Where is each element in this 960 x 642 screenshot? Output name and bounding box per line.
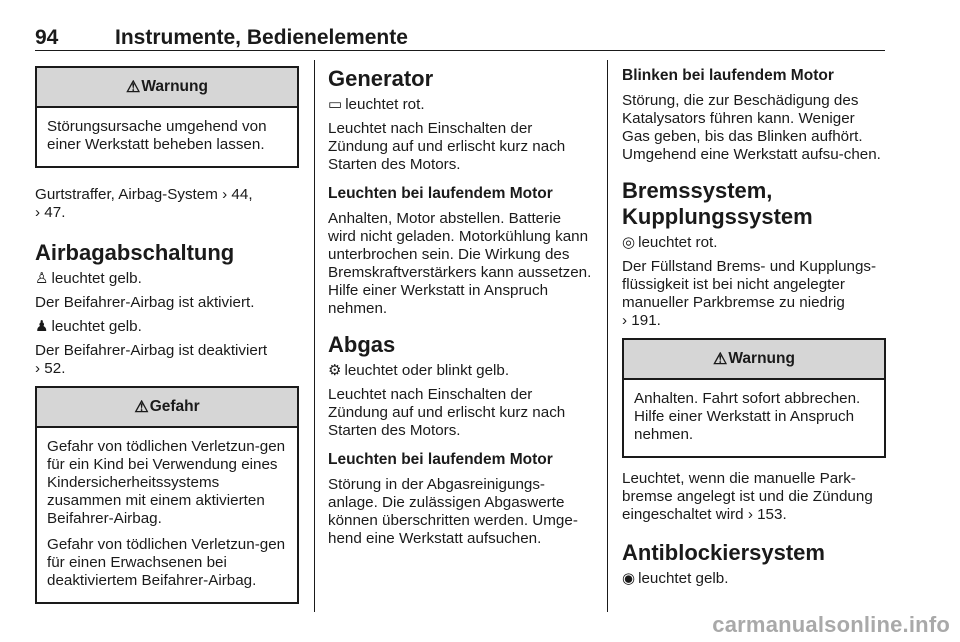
page-ref-link[interactable]: 52. [44, 360, 66, 377]
indicator-line: ◉ leuchtet gelb. [622, 570, 729, 587]
warning-box-header [624, 340, 884, 380]
airbag-on-icon: ♙ [35, 270, 49, 287]
abs-icon: ◉ [622, 570, 636, 587]
column-divider [314, 60, 315, 612]
section-heading: Airbagabschaltung [35, 240, 235, 265]
danger-box-title: Gefahr [149, 398, 200, 415]
cross-reference: Gurtstraffer, Airbag-System › 44, › 47. [35, 186, 253, 221]
section-heading: Abgas [328, 332, 396, 357]
warning-box-header [37, 68, 297, 108]
indicator-desc: Leuchtet, wenn die manuelle Park-bremse angelegt ist und die Zündung eingeschaltet wird › 153. [622, 470, 873, 523]
column-3 [622, 66, 886, 594]
indicator-line: ◎ leuchtet rot. [622, 234, 718, 251]
warning-box [622, 338, 886, 458]
indicator-line: ⚙ leuchtet oder blinkt gelb. [328, 362, 510, 379]
page-ref-arrow-icon: › [747, 506, 753, 523]
indicator-desc: Der Beifahrer-Airbag ist aktiviert. [35, 294, 255, 311]
section-heading: Generator [328, 66, 434, 91]
warning-triangle-icon: ⚠ [134, 399, 149, 416]
section-heading: Antiblockiersystem [622, 540, 825, 565]
subsection-heading: Blinken bei laufendem Motor [622, 67, 834, 84]
section-heading: Bremssystem, Kupplungssystem [622, 178, 813, 229]
warning-box-title: Warnung [141, 78, 208, 95]
page-number: 94 [35, 26, 59, 49]
danger-box-text: Gefahr von tödlichen Verletzun-gen für einen Erwachsenen bei deaktiviertem Beifahrer-Airbag. [47, 536, 286, 589]
watermark: carmanualsonline.info [712, 612, 950, 637]
warning-box-title: Warnung [728, 350, 795, 367]
page-ref-link[interactable]: 191. [631, 312, 661, 329]
danger-box-header [37, 388, 297, 428]
column-1 [35, 66, 299, 616]
danger-box-text: Gefahr von tödlichen Verletzun-gen für ein Kind bei Verwendung eines Kindersicherheitssystems zusammen mit einem aktivierten Beifahrer-Airbag. [47, 438, 286, 527]
page-ref-link[interactable]: 47. [44, 204, 66, 221]
column-divider [607, 60, 608, 612]
subsection-heading: Leuchten bei laufendem Motor [328, 185, 553, 202]
page-ref-link[interactable]: 44, [231, 186, 253, 203]
warning-triangle-icon: ⚠ [713, 351, 728, 368]
indicator-line: ♙ leuchtet gelb. [35, 270, 142, 287]
page-ref-arrow-icon: › [35, 360, 41, 377]
header-rule [35, 50, 885, 51]
indicator-desc: Anhalten, Motor abstellen. Batterie wird nicht geladen. Motorkühlung kann unterbrochen sein. Die Wirkung des Bremskraftverstärkers kann aussetzen. Hilfe einer Werkstatt in Anspruch nehmen. [328, 210, 592, 317]
warning-triangle-icon: ⚠ [126, 79, 141, 96]
danger-box [35, 386, 299, 604]
airbag-off-icon: ♟ [35, 318, 49, 335]
indicator-desc: Leuchtet nach Einschalten der Zündung auf und erlischt kurz nach Starten des Motors. [328, 120, 566, 173]
column-2 [328, 66, 593, 554]
page-ref-link[interactable]: 153. [757, 506, 787, 523]
page-header [35, 26, 885, 50]
page-ref-arrow-icon: › [222, 186, 228, 203]
indicator-desc: Der Füllstand Brems- und Kupplungs-flüssigkeit ist bei nicht angelegter manueller Parkbremse zu niedrig › 191. [622, 258, 877, 329]
page-ref-arrow-icon: › [35, 204, 41, 221]
indicator-line: ♟ leuchtet gelb. [35, 318, 142, 335]
page-ref-arrow-icon: › [622, 312, 628, 329]
indicator-desc: Der Beifahrer-Airbag ist deaktiviert › 52. [35, 342, 268, 377]
indicator-desc: Störung in der Abgasreinigungs-anlage. Die zulässigen Abgaswerte können überschritten werden. Umge-hend eine Werkstatt aufsuchen. [328, 476, 578, 547]
indicator-line: ▭ leuchtet rot. [328, 96, 425, 113]
page-title: Instrumente, Bedienelemente [115, 26, 408, 49]
engine-icon: ⚙ [328, 362, 342, 379]
brake-icon: ◎ [622, 234, 636, 251]
warning-box [35, 66, 299, 168]
subsection-heading: Leuchten bei laufendem Motor [328, 451, 553, 468]
indicator-desc: Leuchtet nach Einschalten der Zündung auf und erlischt kurz nach Starten des Motors. [328, 386, 566, 439]
warning-box-text: Anhalten. Fahrt sofort abbrechen. Hilfe einer Werkstatt in Anspruch nehmen. [634, 390, 861, 443]
warning-box-text: Störungsursache umgehend von einer Werkstatt beheben lassen. [47, 118, 267, 153]
indicator-desc: Störung, die zur Beschädigung des Katalysators führen kann. Weniger Gas geben, bis das Blinken aufhört. Umgehend eine Werkstatt aufsu-chen. [622, 92, 881, 163]
battery-icon: ▭ [328, 96, 343, 113]
